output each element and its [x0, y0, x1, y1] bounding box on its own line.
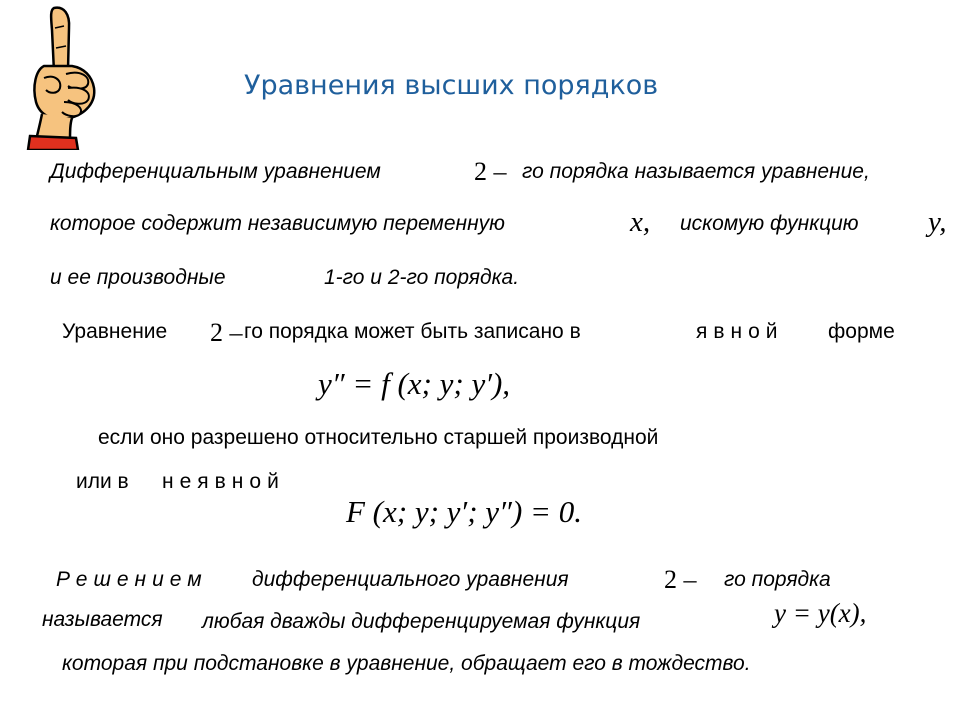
- order-math: 2 –: [664, 565, 697, 594]
- explicit-text: Уравнение: [62, 320, 168, 343]
- solution-text: го порядка: [724, 568, 831, 591]
- definition-text: и ее производные: [50, 266, 226, 289]
- explicit-text: форме: [828, 320, 895, 343]
- definition-text: Дифференциальным уравнением: [50, 160, 381, 183]
- explicit-keyword: явной: [696, 320, 784, 343]
- implicit-formula: F (x; y; y′; y″) = 0.: [346, 494, 582, 529]
- explicit-text: го порядка может быть записано в: [244, 320, 581, 343]
- explicit-formula: y″ = f (x; y; y′),: [318, 366, 511, 401]
- implicit-keyword: неявной: [162, 470, 285, 493]
- page-title: Уравнения высших порядков: [244, 70, 659, 101]
- definition-text: которое содержит независимую переменную: [50, 212, 505, 235]
- definition-text: го порядка называется уравнение,: [522, 160, 870, 183]
- solution-text: называется: [42, 608, 163, 631]
- variable-x: x,: [630, 206, 651, 238]
- order-math: 2 –: [210, 318, 243, 347]
- solution-formula: y = y(x),: [774, 598, 867, 628]
- implicit-text: или в: [76, 470, 129, 493]
- solution-text: дифференциального уравнения: [252, 568, 569, 591]
- explicit-note: если оно разрешено относительно старшей производной: [98, 426, 659, 449]
- variable-y: y,: [928, 206, 947, 238]
- order-math: 2 –: [474, 157, 507, 186]
- solution-keyword: Решением: [56, 568, 208, 591]
- solution-text: которая при подстановке в уравнение, обращает его в тождество.: [62, 652, 751, 675]
- solution-text: любая дважды дифференцируемая функция: [202, 610, 641, 633]
- pointing-hand-icon: [14, 4, 106, 150]
- definition-text: 1-го и 2-го порядка.: [324, 266, 520, 289]
- definition-text: искомую функцию: [680, 212, 859, 235]
